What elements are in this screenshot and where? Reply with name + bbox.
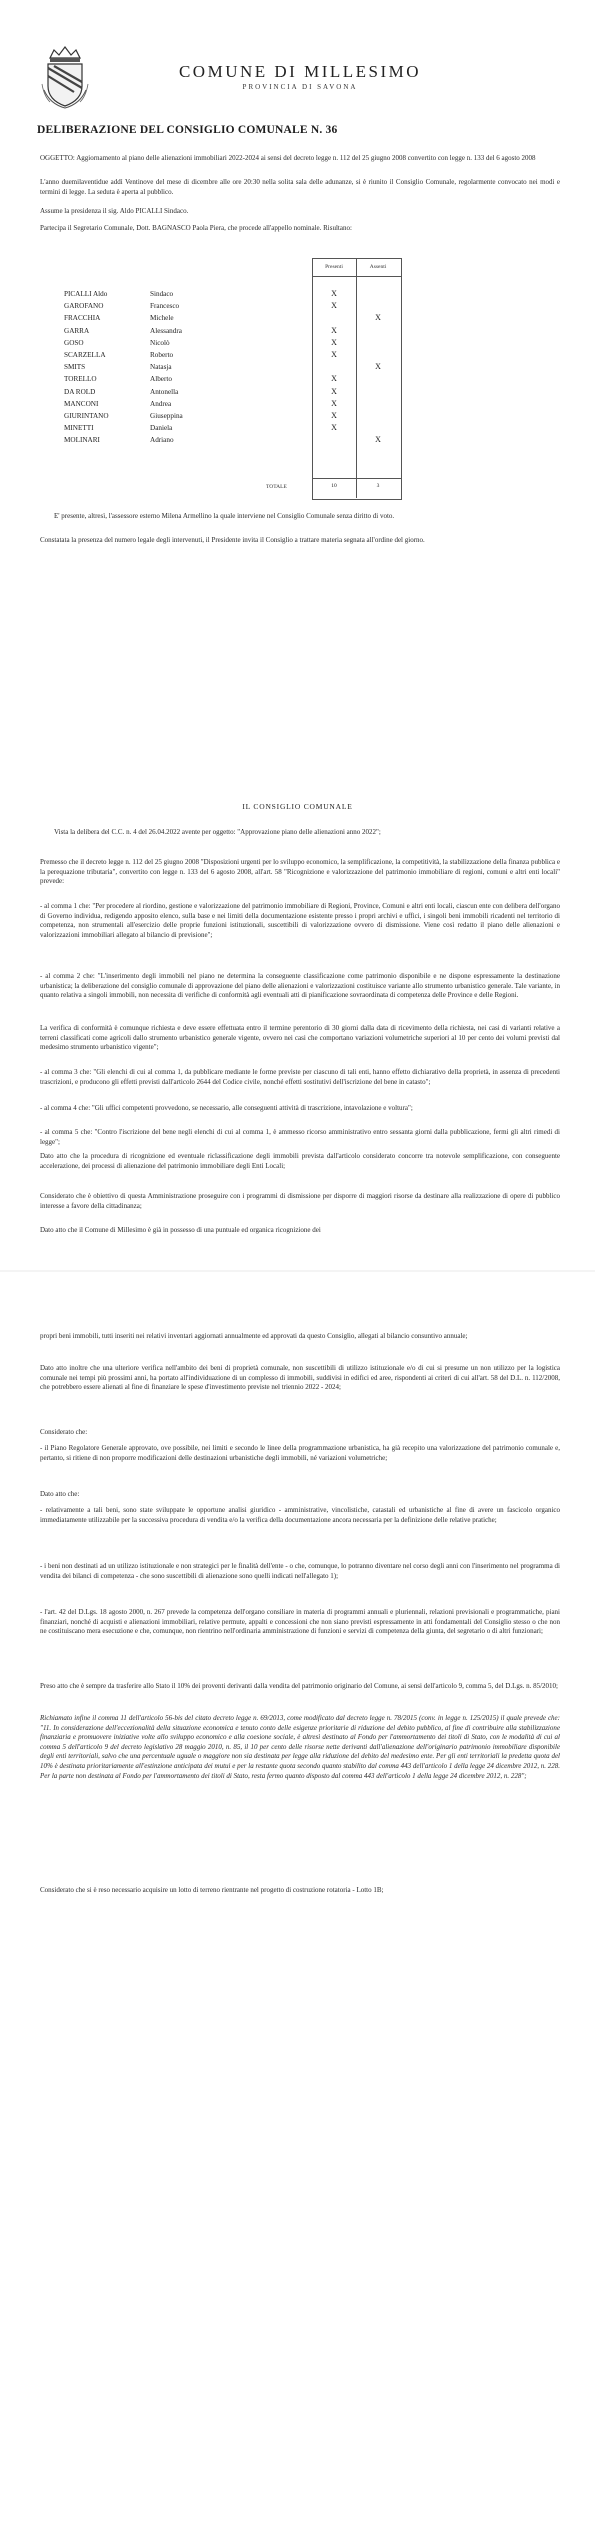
comma2-paragraph: - al comma 2 che: "L'inserimento degli immobili nel piano ne determina la conseguente classificazione come patrimonio disponibile e ne dispone espressamente la destinazione urbanistica; la deliberazione del consiglio comunale di approvazione del piano delle alienazioni e valorizzazioni costituisce variante allo strumento urbanistico generale. Tale variante, in quanto relativa a singoli immobili, non necessita di verifiche di conformità agli eventuali atti di pianificazione sovraordinata di competenza delle Province e delle Regioni. bbox=[40, 972, 560, 1000]
assessore-paragraph: E' presente, altresì, l'assessore esterno Milena Armellino la quale interviene nel Consiglio Comunale senza diritto di voto. bbox=[54, 512, 395, 520]
verifica-paragraph: La verifica di conformità è comunque richiesta e deve essere effettuata entro il termine perentorio di 30 giorni dalla data di ricevimento della richiesta, nei casi di varianti relative a terreni classificati come agricoli dallo strumento urbanistico generale vigente, ovvero nei casi che comportano variazioni volumetriche superiori al 10 per cento dei volumi previsti dal medesimo strumento urbanistico vigente"; bbox=[40, 1024, 560, 1052]
section-title: IL CONSIGLIO COMUNALE bbox=[242, 802, 353, 811]
relativamente-paragraph: - relativamente a tali beni, sono state sviluppate le opportune analisi giuridico - amministrative, vincolistiche, catastali ed urbanistiche al fine di avere un fascicolo organico immediatamente utilizzabile per la successiva procedura di vendita e/o la verifica della documentazione ancora necessaria per la definizione delle relative pratiche; bbox=[40, 1506, 560, 1524]
considerato-paragraph: Considerato che è obiettivo di questa Amministrazione proseguire con i programmi di dismissione per disporre di maggiori risorse da destinare alla realizzazione di opere di pubblico interesse a favore della cittadinanza; bbox=[40, 1192, 560, 1210]
piano-regolatore-paragraph: - il Piano Regolatore Generale approvato, ove possibile, nei limiti e secondo le linee della programmazione urbanistica, ha già recepito una valorizzazione del patrimonio comunale e, pertanto, si ritiene di non proporre modificazioni delle destinazioni urbanistiche degli immobili, né variazioni volumetriche; bbox=[40, 1444, 560, 1462]
col-assenti: Assenti bbox=[369, 264, 387, 270]
deliberazione-heading: DELIBERAZIONE DEL CONSIGLIO COMUNALE N. 36 bbox=[37, 124, 338, 136]
table-total-divider bbox=[312, 478, 401, 479]
vista-paragraph: Vista la delibera del C.C. n. 4 del 26.04.2022 avente per oggetto: "Approvazione piano delle alienazioni anno 2022"; bbox=[54, 828, 381, 836]
councillor-first-name: Adriano bbox=[150, 436, 174, 445]
councillor-first-name: Francesco bbox=[150, 302, 180, 311]
councillor-surname: GOSO bbox=[64, 338, 84, 347]
councillor-first-name: Alessandra bbox=[150, 326, 182, 335]
provincia-subtitle: PROVINCIA DI SAVONA bbox=[242, 83, 358, 91]
presente-mark: X bbox=[331, 289, 337, 298]
presente-mark: X bbox=[331, 386, 337, 396]
councillor-first-name: Michele bbox=[150, 314, 174, 323]
dato-atto-paragraph: Dato atto che la procedura di ricognizione ed eventuale riclassificazione degli immobili prevista dall'articolo considerato concorre tra notevole semplificazione, con conseguente accelerazione, dei processi di alienazione del patrimonio immobiliare degli Enti Locali; bbox=[40, 1152, 560, 1170]
considerato-che-label: Considerato che: bbox=[40, 1428, 88, 1436]
councillor-first-name: Natasja bbox=[150, 363, 172, 372]
dato-atto-2-paragraph: Dato atto che il Comune di Millesimo è già in possesso di una puntuale ed organica ricognizione dei bbox=[40, 1226, 321, 1234]
art42-paragraph: - l'art. 42 del D.Lgs. 18 agosto 2000, n. 267 prevede la competenza dell'organo consiliare in materia di programmi annuali e pluriennali, relazioni previsionali e programmatiche, piani finanziari, nonché di acquisti e alienazioni immobiliari, relative permute, appalti e concessioni che non siano previsti espressamente in atti fondamentali del Consiglio stesso o che non ne costituiscano mera esecuzione e che, comunque, non rientrino nell'ordinaria amministrazione di funzioni e servizi di competenza della giunta, del segretario o di altri funzionari; bbox=[40, 1608, 560, 1636]
comma4-paragraph: - al comma 4 che: "Gli uffici competenti provvedono, se necessario, alle conseguenti attività di trascrizione, intavolazione e voltura"; bbox=[40, 1104, 413, 1112]
councillor-surname: GARRA bbox=[64, 326, 90, 335]
premesso-paragraph: Premesso che il decreto legge n. 112 del 25 giugno 2008 "Disposizioni urgenti per lo sviluppo economico, la semplificazione, la competitività, la stabilizzazione della finanza pubblica e la perequazione tributaria", convertito con legge n. 133 del 6 agosto 2008, all'art. 58 "Ricognizione e valorizzazione del patrimonio immobiliare di regioni, comuni e altri enti locali" prevede: bbox=[40, 858, 560, 886]
councillor-surname: GIURINTANO bbox=[64, 412, 109, 420]
presidenza-text: Assume la presidenza il sig. Aldo PICALLI Sindaco. bbox=[40, 207, 189, 215]
presente-mark: X bbox=[331, 325, 337, 335]
presente-mark: X bbox=[331, 374, 337, 384]
oggetto-text: OGGETTO: Aggiornamento al piano delle alienazioni immobiliari 2022-2024 ai sensi del decreto legge n. 112 del 25 giugno 2008 convertito con legge n. 133 del 6 agosto 2008 bbox=[40, 154, 536, 162]
councillor-first-name: Daniela bbox=[150, 424, 173, 433]
councillor-first-name: Roberto bbox=[150, 351, 174, 359]
table-column-divider bbox=[356, 258, 357, 498]
councillor-first-name: Antonella bbox=[150, 387, 179, 396]
councillor-surname: DA ROLD bbox=[64, 387, 96, 396]
comma5-paragraph: - al comma 5 che: "Contro l'iscrizione del bene negli elenchi di cui al comma 1, è ammesso ricorso amministrativo entro sessanta giorni dalla pubblicazione, fermi gli altri rimedi di legge"; bbox=[40, 1128, 560, 1146]
totale-label: TOTALE bbox=[266, 484, 287, 490]
richiamato-paragraph: Richiamato infine il comma 11 dell'articolo 56-bis del citato decreto legge n. 69/2013, come modificato dal decreto legge n. 78/2015 (conv. in legge n. 125/2015) il quale prevede che: "11. In considerazione dell'eccezionalità della situazione economica e tenuto conto delle esigenze prioritarie di riduzione del debito pubblico, al fine di contribuire alla stabilizzazione finanziaria e promuovere iniziative volte allo sviluppo economico e alla coesione sociale, è altresì destinato al Fondo per l'ammortamento dei titoli di Stato, con le modalità di cui al comma 5 dell'articolo 9 del decreto legislativo 28 maggio 2010, n. 85, il 10 per cento delle risorse nette derivanti dall'alienazione dell'originario patrimonio immobiliare disponibile degli enti territoriali, salvo che una percentuale uguale o maggiore non sia destinata per legge alla riduzione del debito del medesimo ente. Per gli enti territoriali la predetta quota del 10% è destinata prioritariamente all'estinzione anticipata dei mutui e per la restante quota secondo quanto stabilito dal comma 443 dell'articolo 1 della legge 24 dicembre 2012, n. 228. Per la parte non destinata al Fondo per l'ammortamento dei titoli di Stato, resta fermo quanto disposto dal comma 443 dell'articolo 1 della legge 24 dicembre 2012, n. 228"; bbox=[40, 1714, 560, 1780]
assente-mark: X bbox=[375, 435, 381, 445]
comune-title: COMUNE DI MILLESIMO bbox=[178, 62, 422, 81]
councillor-surname: SCARZELLA bbox=[64, 351, 106, 359]
presente-mark: X bbox=[331, 411, 337, 420]
councillor-first-name: Nicolò bbox=[150, 338, 170, 347]
councillor-first-name: Alberto bbox=[150, 375, 172, 384]
continuation-paragraph: propri beni immobili, tutti inseriti nei relativi inventari aggiornati annualmente ed approvati da questo Consiglio, allegati al bilancio consuntivo annuale; bbox=[40, 1332, 468, 1340]
assente-mark: X bbox=[375, 362, 381, 372]
table-header-divider bbox=[312, 276, 401, 277]
councillor-surname: TORELLO bbox=[64, 375, 97, 384]
councillor-surname: PICALLI Aldo bbox=[64, 290, 108, 298]
councillor-surname: SMITS bbox=[64, 363, 86, 372]
dato-atto-3-paragraph: Dato atto inoltre che una ulteriore verifica nell'ambito dei beni di proprietà comunale, non suscettibili di utilizzo istituzionale e/o di cui si presume un non utilizzo per la logistica comunale nei tempi più prossimi anni, ha portato all'individuazione di un complesso di immobili, suddivisi in edifici ed aree, rispondenti ai criteri di cui all'art. 58 del D.L. n. 112/2008, che potrebbero essere alienati al fine di finanziare le spese d'investimento previste nel triennio 2022 - 2024; bbox=[40, 1364, 560, 1392]
presente-mark: X bbox=[331, 423, 337, 433]
councillor-surname: GAROFANO bbox=[64, 302, 104, 311]
preso-atto-paragraph: Preso atto che è sempre da trasferire allo Stato il 10% dei proventi derivanti dalla vendita del patrimonio originario del Comune, ai sensi dell'articolo 9, comma 5, del D.Lgs. n. 85/2010; bbox=[40, 1682, 558, 1690]
page-2 bbox=[0, 1272, 595, 2536]
assente-mark: X bbox=[375, 313, 381, 323]
coat-of-arms-icon bbox=[40, 44, 90, 110]
presente-mark: X bbox=[331, 301, 337, 311]
totale-presenti: 10 bbox=[331, 483, 337, 489]
comma3-paragraph: - al comma 3 che: "Gli elenchi di cui al comma 1, da pubblicare mediante le forme previste per ciascuno di tali enti, hanno effetto dichiarativo della proprietà, in assenza di precedenti trascrizioni, e producono gli effetti previsti dall'articolo 2644 del Codice civile, nonché effetti sostitutivi dell'iscrizione del bene in catasto"; bbox=[40, 1068, 560, 1086]
presente-mark: X bbox=[331, 337, 337, 347]
presente-mark: X bbox=[331, 350, 337, 359]
councillor-surname: MOLINARI bbox=[64, 436, 100, 445]
councillor-surname: MANCONI bbox=[64, 399, 99, 408]
councillor-surname: MINETTI bbox=[64, 424, 94, 433]
presente-mark: X bbox=[331, 398, 337, 408]
col-presenti: Presenti bbox=[325, 264, 343, 270]
comma1-paragraph: - al comma 1 che: "Per procedere al riordino, gestione e valorizzazione del patrimonio immobiliare di Regioni, Province, Comuni e altri enti locali, ciascun ente con delibera dell'organo di Governo individua, redigendo apposito elenco, sulla base e nei limiti della documentazione esistente presso i propri archivi e uffici, i singoli beni immobili ricadenti nel territorio di competenza, non strumentali all'esercizio delle proprie funzioni istituzionali, suscettibili di valorizzazione ovvero di dismissione. Viene così redatto il piano delle alienazioni e valorizzazioni immobiliari allegato al bilancio di previsione"; bbox=[40, 902, 560, 939]
totale-assenti: 3 bbox=[376, 483, 380, 489]
councillor-first-name: Giuseppina bbox=[150, 412, 183, 420]
beni-non-destinati-paragraph: - i beni non destinati ad un utilizzo istituzionale e non strategici per le finalità dell'ente - o che, comunque, lo potranno diventare nel corso degli anni con l'inserimento nel programma di vendita dei bilanci di competenza - che sono suscettibili di alienazione sono quelli indicati nell'allegato 1); bbox=[40, 1562, 560, 1580]
dato-che-label: Dato atto che: bbox=[40, 1490, 80, 1498]
councillor-first-name: Sindaco bbox=[150, 290, 174, 298]
lotto-paragraph: Considerato che si è reso necessario acquisire un lotto di terreno rientrante nel progetto di costruzione rotatoria - Lotto 1B; bbox=[40, 1886, 384, 1894]
councillor-surname: FRACCHIA bbox=[64, 314, 101, 323]
constatata-paragraph: Constatata la presenza del numero legale degli intervenuti, il Presidente invita il Consiglio a trattare materia segnata all'ordine del giorno. bbox=[40, 536, 425, 544]
segretario-text: Partecipa il Segretario Comunale, Dott. BAGNASCO Paola Piera, che procede all'appello nominale. Risultano: bbox=[40, 224, 352, 232]
councillor-first-name: Andrea bbox=[150, 399, 172, 408]
intro-paragraph: L'anno duemilaventidue addì Ventinove del mese di dicembre alle ore 20:30 nella solita sala delle adunanze, si è riunito il Consiglio Comunale, regolarmente convocato nei modi e termini di legge. La seduta è aperta al pubblico. bbox=[40, 178, 560, 196]
